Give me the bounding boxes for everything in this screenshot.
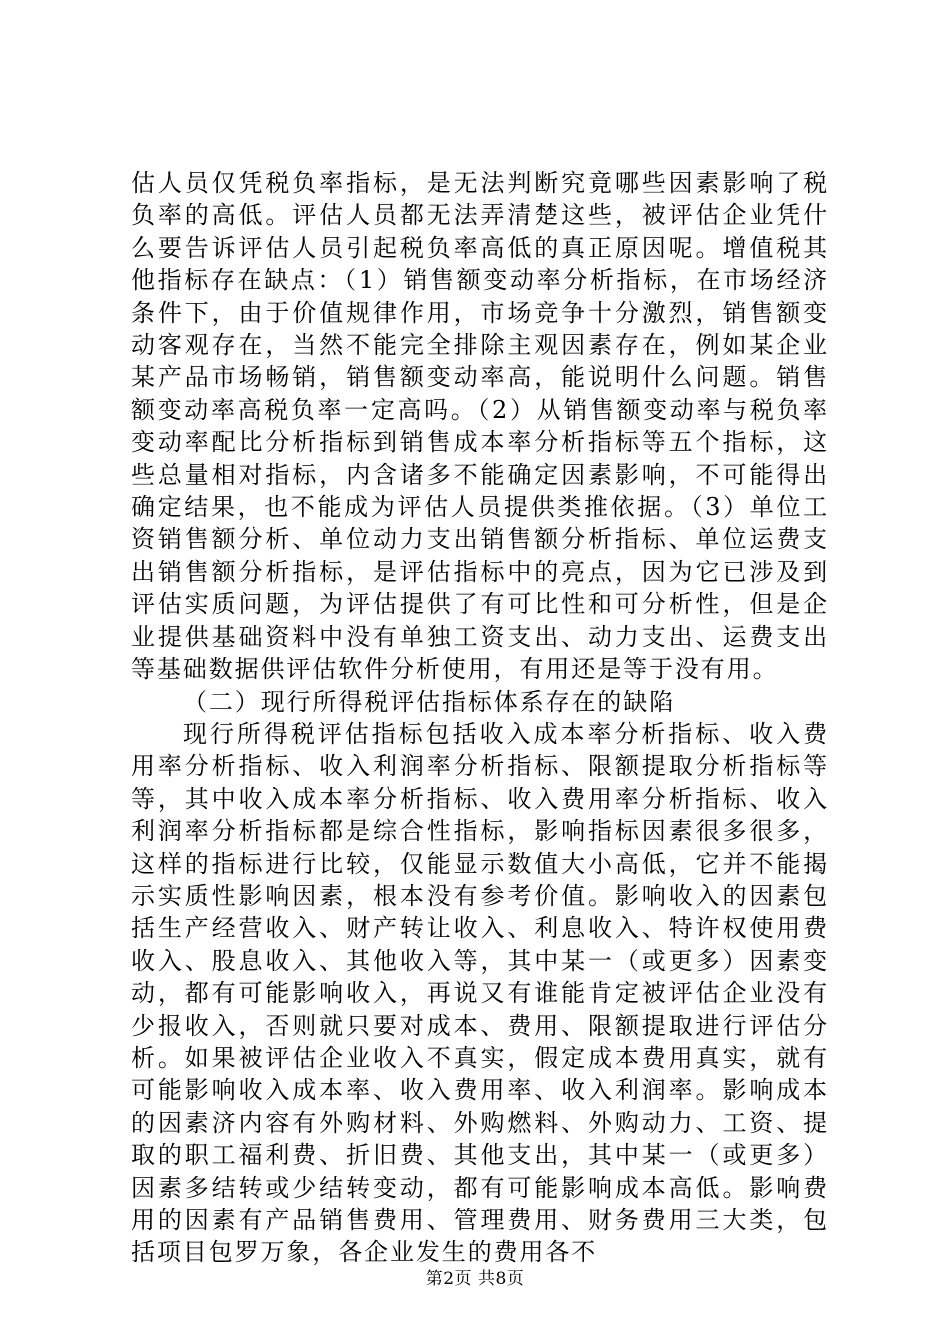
document-body	[131, 167, 829, 1269]
section-heading: （二）现行所得税评估指标体系存在的缺陷	[183, 687, 676, 716]
body-paragraph-1: 估人员仅凭税负率指标，是无法判断究竟哪些因素影响了税负率的高低。评估人员都无法弄清楚这些，被评估企业凭什么要告诉评估人员引起税负率高低的真正原因呢。增值税其他指标存在缺点：（1）销售额变动率分析指标，在市场经济条件下，由于价值规律作用，市场竞争十分激烈，销售额变动客观存在，当然不能完全排除主观因素存在，例如某企业某产品市场畅销，销售额变动率高，能说明什么问题。销售额变动率高税负率一定高吗。（2）从销售额变动率与税负率变动率配比分析指标到销售成本率分析指标等五个指标，这些总量相对指标，内含诸多不能确定因素影响，不可能得出确定结果，也不能成为评估人员提供类推依据。（3）单位工资销售额分析、单位动力支出销售额分析指标、单位运费支出销售额分析指标，是评估指标中的亮点，因为它已涉及到评估实质问题，为评估提供了有可比性和可分析性，但是企业提供基础资料中没有单独工资支出、动力支出、运费支出等基础数据供评估软件分析使用，有用还是等于没有用。	[131, 169, 829, 684]
page-number-footer: 第2页 共8页	[425, 1269, 525, 1289]
body-paragraph-2: 现行所得税评估指标包括收入成本率分析指标、收入费用率分析指标、收入利润率分析指标、限额提取分析指标等等，其中收入成本率分析指标、收入费用率分析指标、收入利润率分析指标都是综合性指标，影响指标因素很多很多，这样的指标进行比较，仅能显示数值大小高低，它并不能揭示实质性影响因素，根本没有参考价值。影响收入的因素包括生产经营收入、财产转让收入、利息收入、特许权使用费收入、股息收入、其他收入等，其中某一（或更多）因素变动，都有可能影响收入，再说又有谁能肯定被评估企业没有少报收入，否则就只要对成本、费用、限额提取进行评估分析。如果被评估企业收入不真实，假定成本费用真实，就有可能影响收入成本率、收入费用率、收入利润率。影响成本的因素济内容有外购材料、外购燃料、外购动力、工资、提取的职工福利费、折旧费、其他支出，其中某一（或更多）因素多结转或少结转变动，都有可能影响成本高低。影响费用的因素有产品销售费用、管理费用、财务费用三大类，包括项目包罗万象，各企业发生的费用各不	[131, 719, 829, 1267]
